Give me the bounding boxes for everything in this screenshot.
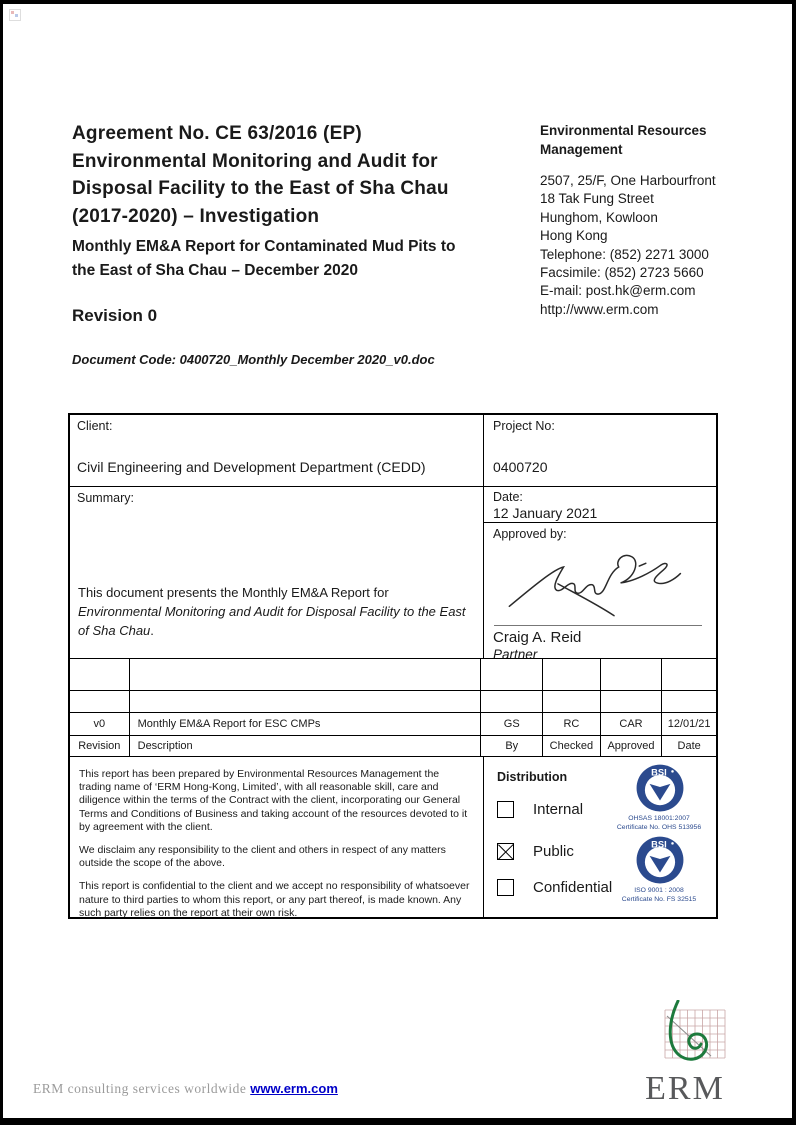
revision-approved: CAR — [601, 713, 663, 735]
page-footer — [33, 1081, 338, 1097]
title-line: Environmental Monitoring and Audit for — [72, 150, 438, 172]
website-line: http://www.erm.com — [540, 301, 659, 317]
title-line: Agreement No. CE 63/2016 (EP) — [72, 123, 362, 144]
email-line: E-mail: post.hk@erm.com — [540, 283, 696, 299]
date-value: 12 January 2021 — [493, 505, 598, 521]
report-title — [72, 120, 449, 230]
date-cell — [484, 487, 716, 523]
company-info — [540, 121, 775, 319]
client-value: Civil Engineering and Development Department (CEDD) — [77, 459, 426, 475]
date-label: Date: — [493, 490, 523, 504]
distribution-cell — [484, 757, 716, 917]
summary-italic: Environmental Monitoring and Audit for Disposal Facility to the East of Sha Chau — [78, 604, 466, 638]
bsi-ohsas-badge-icon — [632, 763, 688, 817]
bsi-iso-badge-icon — [632, 835, 688, 889]
project-no-label: Project No: — [493, 419, 555, 433]
company-address — [540, 172, 775, 319]
approved-by-cell — [484, 523, 716, 657]
internal-checkbox[interactable] — [497, 801, 514, 818]
footer-tagline: ERM consulting services worldwide — [33, 1081, 251, 1096]
disclaimer-paragraph: We disclaim any responsibility to the client and others in respect of any matters outside the scope of the above. — [79, 844, 446, 870]
client-cell — [70, 415, 484, 486]
erm-wordmark: ERM — [645, 1070, 725, 1107]
project-no-value: 0400720 — [493, 459, 548, 475]
svg-text:BSI: BSI — [651, 839, 667, 850]
report-subtitle — [72, 235, 455, 283]
footer-website-link[interactable]: www.erm.com — [250, 1081, 338, 1096]
address-line: Hunghom, Kowloon — [540, 209, 658, 225]
revision-checked: RC — [543, 713, 601, 735]
summary-row — [70, 487, 716, 659]
revision-id: v0 — [70, 713, 130, 735]
disclaimer-paragraph: This report is confidential to the client and we accept no responsibility of whatsoever nature to third parties to whom this report, or any part thereof, is made known. Any such party relies on the report at their own risk. — [79, 880, 470, 917]
summary-label: Summary: — [77, 491, 134, 505]
erm-spiral-icon — [641, 1000, 729, 1066]
distribution-title: Distribution — [497, 770, 568, 784]
company-name: Environmental Resources Management — [540, 123, 707, 157]
address-line: Hong Kong — [540, 228, 608, 244]
revision-by: GS — [481, 713, 543, 735]
subtitle-line: the East of Sha Chau – December 2020 — [72, 262, 359, 279]
distribution-item-public — [497, 843, 574, 860]
revision-date: 12/01/21 — [667, 718, 711, 730]
revision-heading: Revision 0 — [72, 306, 158, 325]
distribution-item-internal — [497, 801, 583, 818]
col-header-by: By — [481, 736, 543, 756]
disclaimer-distribution-row — [70, 757, 716, 917]
project-no-cell — [484, 415, 716, 486]
disclaimer-text — [70, 757, 484, 917]
revision-empty-row — [70, 659, 716, 691]
phone-line: Telephone: (852) 2271 3000 — [540, 246, 709, 262]
document-code: Document Code: 0400720_Monthly December 2020_v0.doc — [72, 352, 435, 367]
approver-name: Craig A. Reid — [493, 629, 582, 646]
client-label: Client: — [77, 419, 113, 433]
col-header-date: Date — [677, 740, 701, 752]
revision-empty-row — [70, 691, 716, 713]
revision-row-v0 — [70, 713, 716, 736]
title-line: (2017-2020) – Investigation — [72, 205, 320, 227]
title-line: Disposal Facility to the East of Sha Chau — [72, 178, 449, 199]
summary-text: This document presents the Monthly EM&A Report for Environmental Monitoring and Audit for Disposal Facility to the East of Sha Chau. — [78, 585, 466, 638]
col-header-revision: Revision — [70, 736, 130, 756]
disclaimer-paragraph: This report has been prepared by Environmental Resources Management the trading name of ‘ERM Hong-Kong, Limited’, with all reasonable skill, care and diligence within the terms of the Contract with the client, incorporating our General Terms and Conditions of Business and taking account of the resources devoted to it by agreement with the client. — [79, 768, 468, 833]
svg-text:BSI: BSI — [651, 767, 667, 778]
summary-cell — [70, 487, 484, 658]
fax-line: Facsimile: (852) 2723 5660 — [540, 265, 704, 281]
revision-description: Monthly EM&A Report for ESC CMPs — [130, 713, 482, 735]
erm-logo — [640, 1000, 730, 1106]
internal-label: Internal — [533, 801, 584, 818]
ohsas-certificate-text: OHSAS 18001:2007 Certificate No. OHS 513956 — [616, 815, 702, 831]
col-header-checked: Checked — [543, 736, 601, 756]
subtitle-line: Monthly EM&A Report for Contaminated Mud Pits to — [72, 238, 456, 255]
document-page — [3, 4, 792, 1118]
address-line: 18 Tak Fung Street — [540, 191, 654, 207]
date-approved-cell — [484, 487, 716, 658]
col-header-approved: Approved — [601, 736, 663, 756]
confidential-label: Confidential — [533, 879, 613, 896]
approver-title: Partner — [493, 647, 538, 658]
public-checkbox[interactable] — [497, 843, 514, 860]
signature-image — [498, 539, 702, 625]
signature-divider — [494, 625, 702, 626]
confidential-checkbox[interactable] — [497, 879, 514, 896]
col-header-description: Description — [130, 736, 482, 756]
address-line: 2507, 25/F, One Harbourfront — [540, 173, 716, 188]
iso-certificate-text: ISO 9001 : 2008 Certificate No. FS 32515 — [621, 887, 697, 903]
approved-by-label: Approved by: — [493, 527, 567, 541]
broken-image-icon — [9, 9, 21, 21]
revision-header-row — [70, 736, 716, 757]
info-table — [68, 413, 718, 919]
client-row — [70, 415, 716, 487]
public-label: Public — [533, 843, 574, 860]
